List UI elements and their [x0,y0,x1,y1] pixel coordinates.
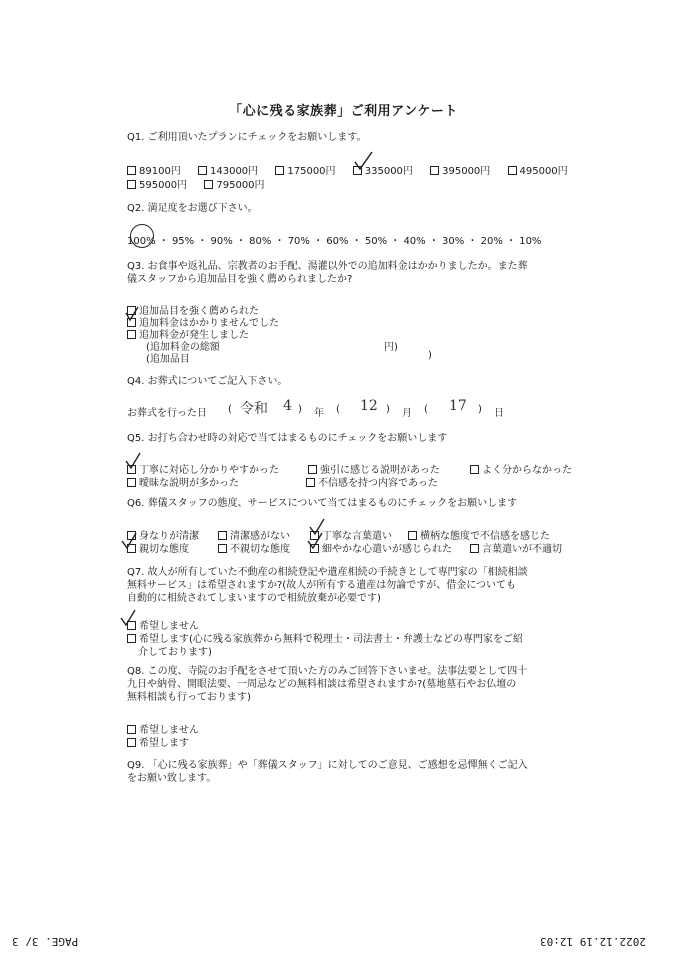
q6-option[interactable]: 清潔感がない [218,527,290,542]
q3-total-label: (追加料金の総額 [146,342,220,353]
q9-text-line2: をお願い致します。 [127,773,217,784]
q6-option[interactable]: 横柄な態度で不信感を感じた [408,527,550,542]
check-mark-icon [120,532,138,550]
checkbox[interactable] [127,330,136,339]
year-unit: 年 [314,408,324,419]
q4-text: Q4. お葬式についてご記入下さい。 [127,376,288,387]
q8-option[interactable]: 希望します [127,734,189,749]
checkbox[interactable] [408,531,417,540]
q1-option[interactable]: 795000円 [204,180,264,191]
q1-option[interactable]: 495000円 [508,166,568,177]
checkbox[interactable] [470,544,479,553]
checkbox[interactable] [127,180,136,189]
check-mark-icon [306,532,324,550]
q5-option[interactable]: 曖昧な説明が多かった [127,474,239,489]
q1-text: Q1. ご利用頂いたプランにチェックをお願いします。 [127,132,367,143]
checkbox[interactable] [204,180,213,189]
checkbox[interactable] [198,166,207,175]
q5-text: Q5. お打ち合わせ時の対応で当てはまるものにチェックをお願いします [127,433,448,444]
q8-option[interactable]: 希望しません [127,721,199,736]
month-unit: 月 [402,408,412,419]
funeral-month[interactable]: 12 [360,398,378,414]
q6-option[interactable]: 不親切な態度 [218,540,290,555]
q5-option[interactable]: 強引に感じる説明があった [308,461,440,476]
q1-options-row2 [127,176,279,191]
q3-items-close: ) [428,350,432,361]
q3-text-line1: Q3. お食事や返礼品、宗教者のお手配、湯灌以外での追加料金はかかりましたか。また葬 [127,261,528,272]
q1-option[interactable]: 175000円 [275,166,335,177]
paren: ( [336,404,340,415]
q3-text-line2: 儀スタッフから追加品目を強く薦められましたか? [127,274,353,285]
q1-option[interactable]: 395000円 [430,166,490,177]
fax-timestamp: 2022.12.19 12:03 [540,935,646,948]
q6-option-selected[interactable]: 細やかな心遣いが感じられた [310,540,452,555]
paren: ) [386,404,390,415]
q1-option[interactable]: 595000円 [127,180,187,191]
q3-option-selected[interactable]: 追加料金はかかりませんでした [127,314,279,329]
funeral-date-label: お葬式を行った日 [127,408,207,419]
funeral-era[interactable]: 令和 [240,401,268,417]
checkbox[interactable] [127,478,136,487]
funeral-day[interactable]: 17 [449,398,467,414]
q7-text-line2: 無料サービス」は希望されますか?(故人が所有する遺産は勿論ですが、借金についても [127,580,517,591]
satisfaction-scale[interactable]: 100% ・ 95% ・ 90% ・ 80% ・ 70% ・ 60% ・ 50% ・ 40% ・ 30% ・ 20% ・ 10% [127,236,542,247]
survey-title: 「心に残る家族葬」ご利用アンケート [229,104,458,119]
checkbox[interactable] [275,166,284,175]
paren: ( [228,404,232,415]
funeral-year[interactable]: 4 [283,398,292,414]
q5-option[interactable]: よく分からなかった [470,461,572,476]
checkbox[interactable] [308,465,317,474]
q6-option[interactable]: 身なりが清潔 [127,527,199,542]
q6-text: Q6. 葬儀スタッフの態度、サービスについて当てはまるものにチェックをお願いします [127,498,518,509]
q7-option-selected[interactable]: 希望しません [127,617,199,632]
q7-option[interactable]: 希望します(心に残る家族葬から無料で税理士・司法書士・弁護士などの専門家をご紹 [127,630,523,645]
checkbox[interactable] [127,634,136,643]
check-mark-icon [119,609,137,627]
q8-text-line3: 無料相談も行っております) [127,692,251,703]
q1-option[interactable]: 89100円 [127,166,181,177]
q7-text-line3: 自動的に相続されてしまいますので相続放棄が必要です) [127,593,381,604]
paren: ) [478,404,482,415]
q5-option-selected[interactable]: 丁寧に対応し分かりやすかった [127,461,279,476]
checkbox[interactable] [218,531,227,540]
q7-option-cont: 介しております) [138,647,212,658]
q8-text-line1: Q8. この度、寺院のお手配をさせて頂いた方のみご回答下さいませ。法事法要として四十 [127,666,528,677]
checkbox[interactable] [127,725,136,734]
checkbox[interactable] [218,544,227,553]
checkbox[interactable] [306,478,315,487]
q9-text-line1: Q9. 「心に残る家族葬」や「葬儀スタッフ」に対してのご意見、ご感想を忌憚無くご記入 [127,760,528,771]
q3-option[interactable]: 追加品目を強く薦められた [127,302,259,317]
check-mark-icon [124,306,140,322]
q7-text-line1: Q7. 故人が所有していた不動産の相続登記や遺産相続の手続きとして専門家の「相続相談 [127,567,528,578]
q6-option-selected[interactable]: 丁寧な言葉遣い [310,527,392,542]
q1-option[interactable]: 143000円 [198,166,258,177]
check-mark-icon [352,150,374,172]
day-unit: 日 [494,408,504,419]
checkbox[interactable] [430,166,439,175]
q6-option-selected[interactable]: 親切な態度 [127,540,189,555]
q8-text-line2: 九日や納骨、開眼法要、一周忌などの無料相談は希望されますか?(墓地墓石やお仏壇の [127,679,517,690]
q1-option-selected[interactable]: 335000円 [353,166,413,177]
selection-circle-icon [130,224,154,248]
checkbox[interactable] [470,465,479,474]
fax-page-number: PAGE. 3/ 3 [12,935,79,948]
q3-total-unit: 円) [384,342,398,353]
check-mark-icon [124,452,142,470]
q3-items-label: (追加品目 [146,354,190,365]
q5-option[interactable]: 不信感を持つ内容であった [306,474,438,489]
paren: ) [298,404,302,415]
checkbox[interactable] [508,166,517,175]
q6-option[interactable]: 言葉遣いが不適切 [470,540,562,555]
q2-text: Q2. 満足度をお選び下さい。 [127,203,258,214]
q3-option[interactable]: 追加料金が発生しました [127,326,249,341]
paren: ( [424,404,428,415]
checkbox[interactable] [127,166,136,175]
checkbox[interactable] [127,738,136,747]
